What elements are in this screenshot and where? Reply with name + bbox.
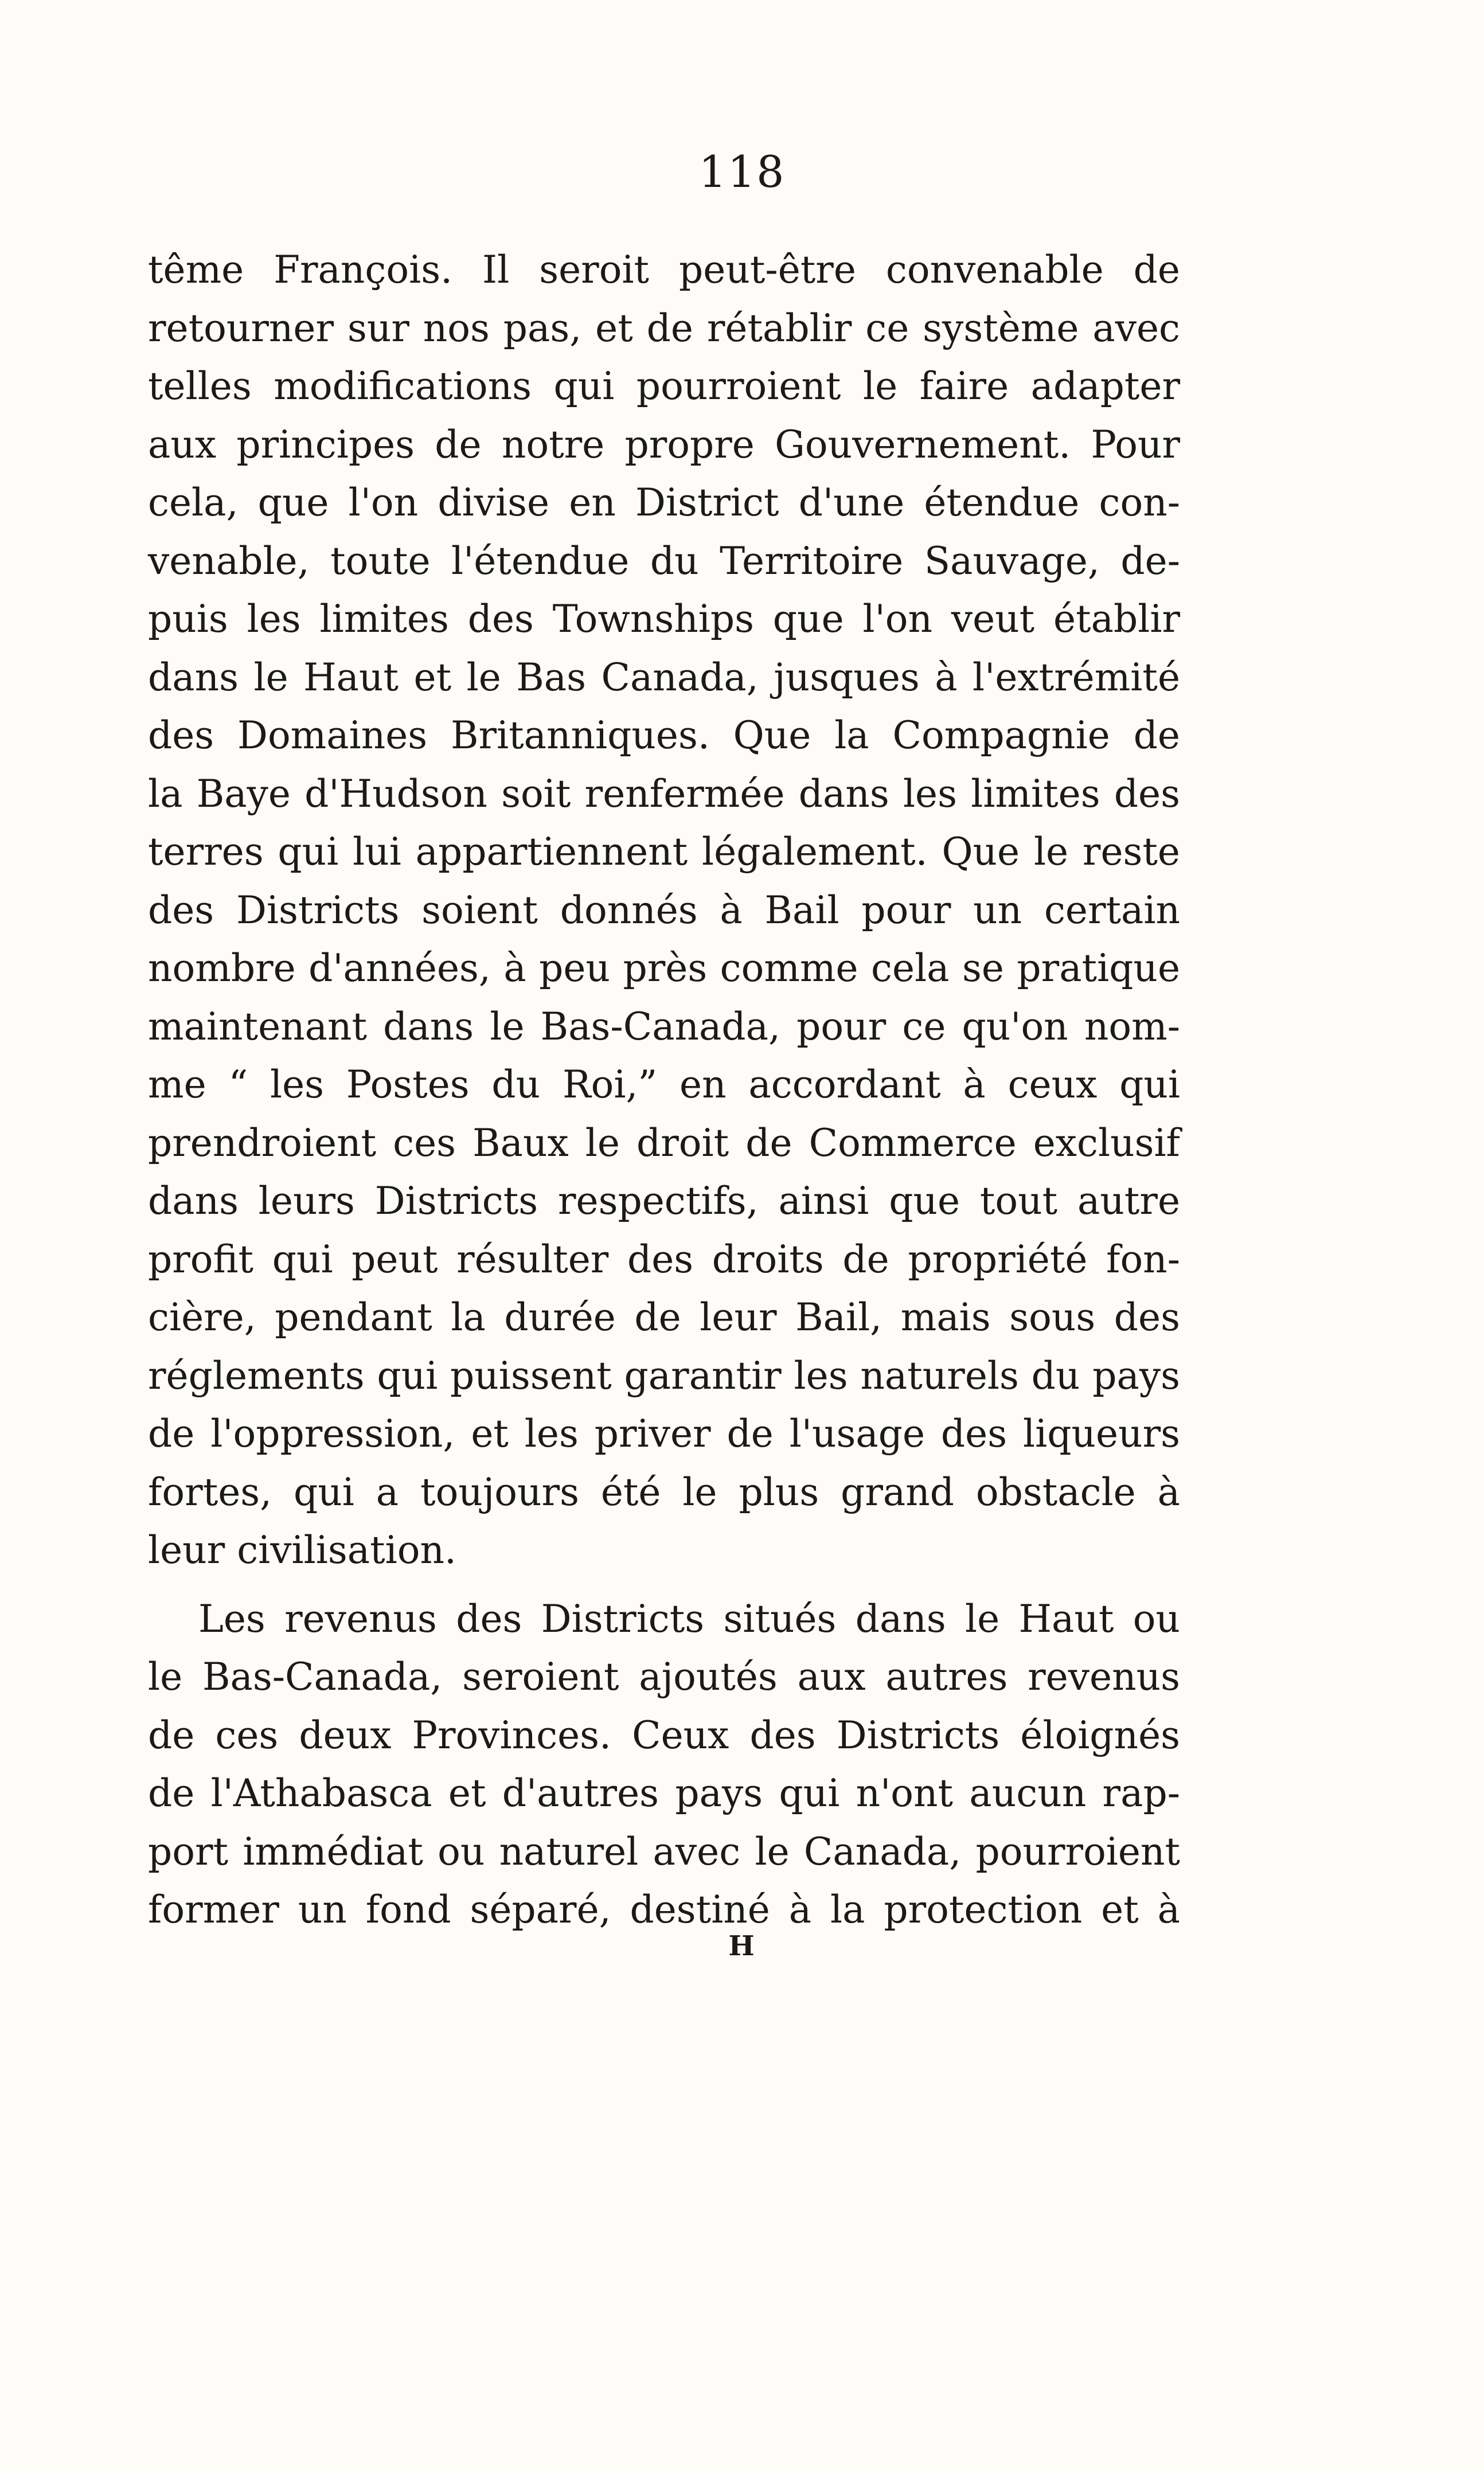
text-line: la Baye d'Hudson soit renfermée dans les limites des: [148, 771, 1180, 816]
text-line: former un fond séparé, destiné à la protection et à: [148, 1888, 1180, 1932]
text-line: tême François. Il seroit peut-être convenable de: [148, 248, 1180, 292]
text-line: de l'Athabasca et d'autres pays qui n'ont aucun rap-: [148, 1771, 1180, 1815]
text-line: de ces deux Provinces. Ceux des Districts éloignés: [148, 1713, 1180, 1757]
text-line: aux principes de notre propre Gouvernement. Pour: [148, 422, 1180, 467]
text-line: retourner sur nos pas, et de rétablir ce système avec: [148, 306, 1180, 350]
text-line: le Bas-Canada, seroient ajoutés aux autres revenus: [148, 1655, 1180, 1699]
text-line: des Domaines Britanniques. Que la Compagnie de: [148, 713, 1180, 757]
text-line: prendroient ces Baux le droit de Commerce exclusif: [148, 1120, 1180, 1165]
text-line: fortes, qui a toujours été le plus grand obstacle à: [148, 1470, 1180, 1514]
text-line: profit qui peut résulter des droits de propriété fon-: [148, 1237, 1180, 1282]
text-line: dans leurs Districts respectifs, ainsi que tout autre: [148, 1179, 1180, 1223]
paragraph: [148, 241, 1180, 1580]
text-line: nombre d'années, à peu près comme cela se pratique: [148, 946, 1180, 990]
text-line: me “ les Postes du Roi,” en accordant à ceux qui: [148, 1062, 1180, 1107]
paragraph: [148, 1590, 1180, 1939]
body-text: [148, 241, 1180, 1939]
signature-mark: H: [728, 1930, 756, 1962]
text-line: cela, que l'on divise en District d'une étendue con-: [148, 480, 1180, 525]
text-line: cière, pendant la durée de leur Bail, mais sous des: [148, 1295, 1180, 1339]
text-line: dans le Haut et le Bas Canada, jusques à l'extrémité: [148, 655, 1180, 700]
text-line: venable, toute l'étendue du Territoire Sauvage, de-: [148, 538, 1180, 583]
text-line: port immédiat ou naturel avec le Canada, pourroient: [148, 1829, 1180, 1874]
text-line: terres qui lui appartiennent légalement. Que le reste: [148, 830, 1180, 874]
page-number: 118: [698, 146, 786, 197]
text-line: maintenant dans le Bas-Canada, pour ce qu'on nom-: [148, 1004, 1180, 1049]
paragraph-gap: [148, 1580, 1180, 1590]
text-line: telles modifications qui pourroient le faire adapter: [148, 364, 1180, 408]
text-line: des Districts soient donnés à Bail pour un certain: [148, 888, 1180, 932]
text-line: puis les limites des Townships que l'on veut établir: [148, 597, 1180, 641]
text-line: de l'oppression, et les priver de l'usage des liqueurs: [148, 1412, 1180, 1456]
text-line: Les revenus des Districts situés dans le Haut ou: [198, 1596, 1180, 1641]
text-line: réglements qui puissent garantir les naturels du pays: [148, 1353, 1180, 1398]
text-line: leur civilisation.: [148, 1528, 456, 1572]
